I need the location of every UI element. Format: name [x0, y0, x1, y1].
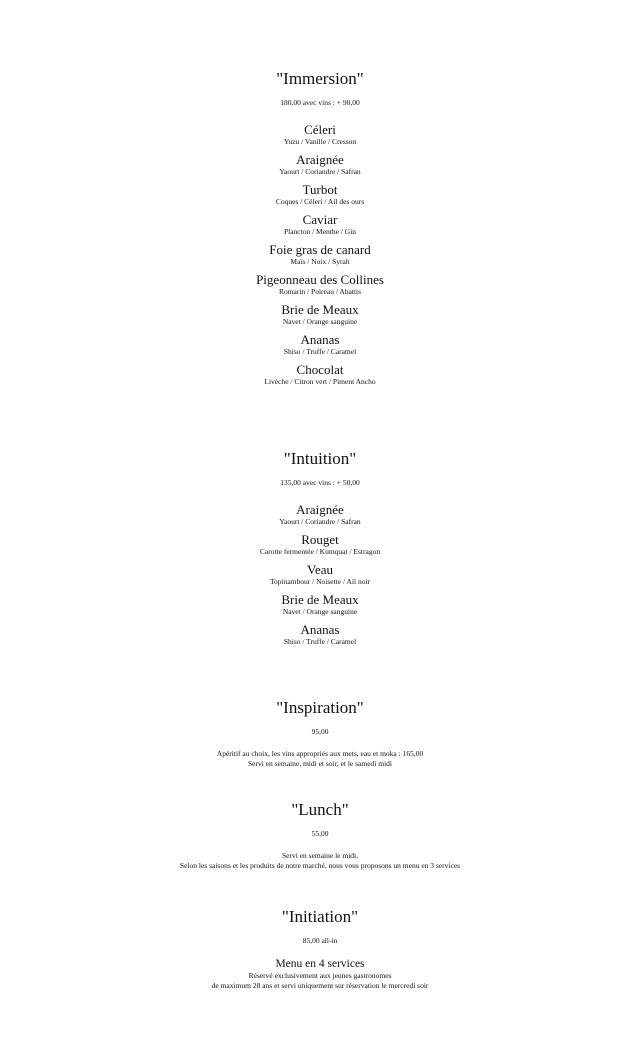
course-name: Ananas: [300, 332, 340, 347]
course-item: [0, 362, 640, 386]
menu-immersion: [0, 68, 640, 392]
course-description: Topinambour / Noisette / Ail noir: [269, 577, 371, 586]
course-name: Araignée: [296, 152, 344, 167]
menu-lunch: [0, 799, 640, 871]
menu-title: "Immersion": [276, 69, 364, 88]
course-item: [0, 122, 640, 146]
course-description: Shiso / Truffe / Caramel: [283, 637, 357, 646]
course-item: [0, 272, 640, 296]
menu-note: Apéritif au choix, les vins appropriés aux mets, eau et moka : 165,00: [216, 749, 424, 758]
menu-inspiration: [0, 697, 640, 769]
menu-note: Servi en semaine, midi et soir, et le samedi midi: [247, 759, 393, 768]
course-description: Romarin / Poireau / Abattis: [278, 287, 362, 296]
course-item: [0, 152, 640, 176]
course-description: Livèche / Citron vert / Piment Ancho: [264, 377, 376, 386]
course-description: Yaourt / Coriandre / Safran: [279, 517, 361, 526]
course-name: Caviar: [302, 212, 338, 227]
course-item: [0, 302, 640, 326]
course-description: Yaourt / Coriandre / Safran: [279, 167, 361, 176]
course-item: [0, 562, 640, 586]
course-description: Maïs / Noix / Syrah: [290, 257, 350, 266]
course-list: [0, 122, 640, 386]
menu-notes: [0, 958, 640, 991]
course-name: Foie gras de canard: [269, 242, 371, 257]
course-name: Brie de Meaux: [281, 592, 359, 607]
course-name: Chocolat: [296, 362, 344, 377]
course-item: [0, 502, 640, 526]
menu-notes: [0, 851, 640, 871]
menu-price: 180,00 avec vins : + 90,00: [280, 98, 360, 107]
course-name: Brie de Meaux: [281, 302, 359, 317]
course-description: Yuzu / Vanille / Cresson: [283, 137, 357, 146]
course-item: [0, 182, 640, 206]
menu-price: 85,00 all-in: [302, 936, 338, 945]
menu-note: de maximum 28 ans et servi uniquement sur réservation le mercredi soir: [211, 981, 429, 990]
course-name: Pigeonneau des Collines: [256, 272, 384, 287]
course-item: [0, 242, 640, 266]
menu-title: "Initiation": [281, 907, 359, 926]
course-item: [0, 622, 640, 646]
menu-title: "Lunch": [291, 800, 349, 819]
menu-initiation: [0, 906, 640, 991]
course-name: Ananas: [300, 622, 340, 637]
menu-note: Selon les saisons et les produits de notre marché, nous vous proposons un menu en 3 services: [179, 861, 461, 870]
course-item: [0, 532, 640, 556]
menu-notes: [0, 749, 640, 769]
course-description: Carotte fermentée / Kumquat / Estragon: [259, 547, 381, 556]
menu-price: 135,00 avec vins : + 50,00: [280, 478, 360, 487]
course-name: Turbot: [302, 182, 338, 197]
menu-title: "Intuition": [283, 449, 357, 468]
course-name: Rouget: [301, 532, 339, 547]
menu-subtitle: Menu en 4 services: [275, 958, 365, 970]
menu-price: 95,00: [311, 727, 329, 736]
menu-note: Servi en semaine le midi,: [281, 851, 359, 860]
course-description: Navet / Orange sanguine: [282, 317, 358, 326]
course-item: [0, 332, 640, 356]
menu-note: Réservé exclusivement aux jeunes gastronomes: [248, 971, 392, 980]
course-item: [0, 592, 640, 616]
course-description: Navet / Orange sanguine: [282, 607, 358, 616]
course-name: Veau: [307, 562, 333, 577]
course-name: Araignée: [296, 502, 344, 517]
menu-price: 55,00: [311, 829, 329, 838]
course-description: Plancton / Menthe / Gin: [283, 227, 357, 236]
menu-intuition: [0, 448, 640, 652]
course-description: Coques / Céleri / Ail des ours: [275, 197, 365, 206]
course-name: Céleri: [304, 122, 336, 137]
course-list: [0, 502, 640, 646]
menu-title: "Inspiration": [276, 698, 364, 717]
course-description: Shiso / Truffe / Caramel: [283, 347, 357, 356]
course-item: [0, 212, 640, 236]
